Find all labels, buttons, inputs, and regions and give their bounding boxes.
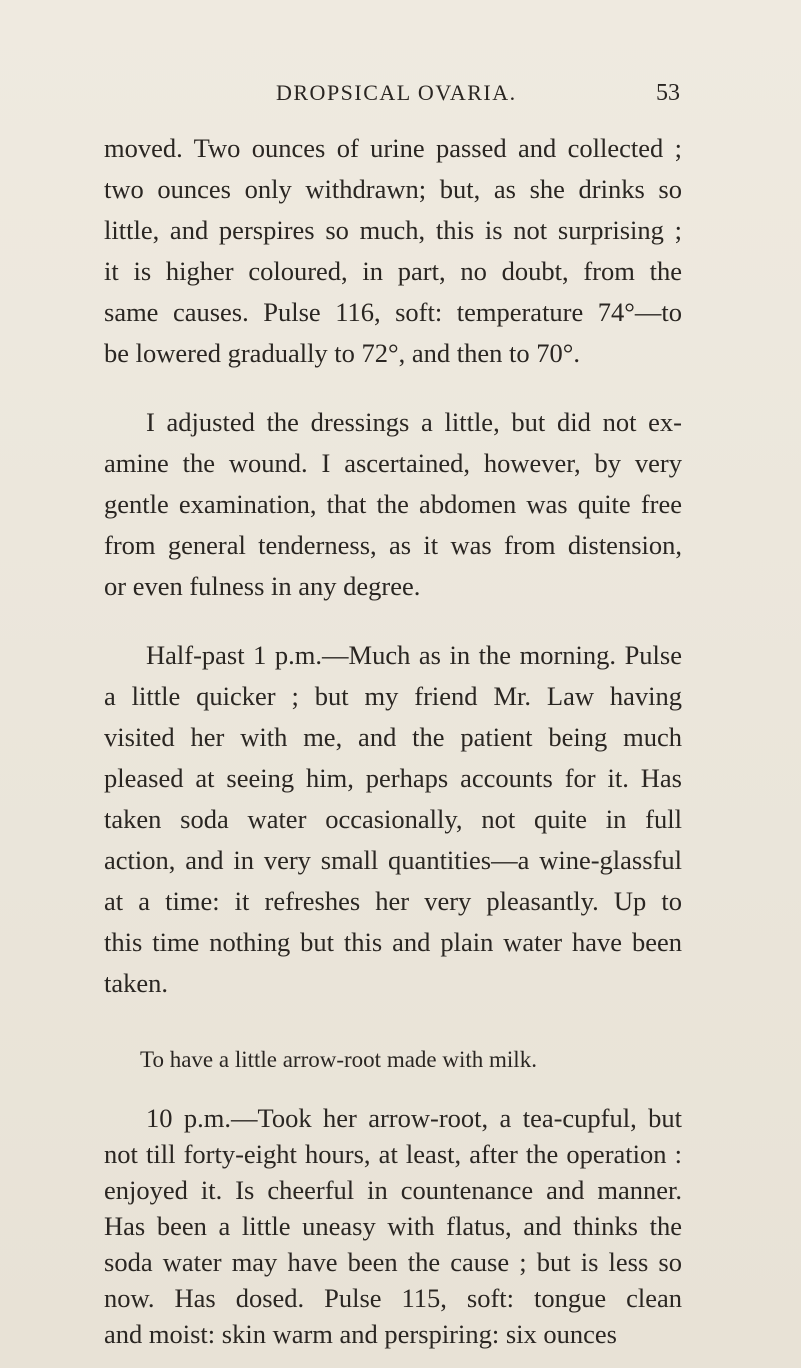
text-line: moved. Two ounces of urine passed and collected ; — [104, 133, 682, 163]
text-line: Half-past 1 p.m.—Much as in the morning. Pulse — [146, 640, 682, 670]
text-line: or even fulness in any degree. — [104, 571, 421, 601]
text-line: I adjusted the dressings a little, but did not ex- — [146, 407, 682, 437]
text-line: soda water may have been the cause ; but is less so — [104, 1247, 682, 1277]
running-head — [104, 80, 680, 112]
text-line: from general tenderness, as it was from distension, — [104, 530, 682, 560]
text-line: taken. — [104, 968, 169, 998]
text-line: amine the wound. I ascertained, however, by very — [104, 448, 682, 478]
text-line: same causes. Pulse 116, soft: temperature 74°—to — [104, 297, 682, 327]
text-line: a little quicker ; but my friend Mr. Law having — [104, 681, 682, 711]
text-line: it is higher coloured, in part, no doubt, from the — [104, 256, 682, 286]
text-line: taken soda water occasionally, not quite in full — [104, 804, 682, 834]
text-line: two ounces only withdrawn; but, as she drinks so — [104, 174, 682, 204]
text-line: not till forty-eight hours, at least, after the operation : — [104, 1139, 682, 1169]
text-line: visited her with me, and the patient being much — [104, 722, 682, 752]
text-line: 10 p.m.—Took her arrow-root, a tea-cupful, but — [146, 1103, 682, 1133]
text-line: Has been a little uneasy with flatus, and thinks the — [104, 1211, 682, 1241]
text-line: be lowered gradually to 72°, and then to 70°. — [104, 338, 580, 368]
running-head-title: DROPSICAL OVARIA. — [276, 80, 517, 105]
text-line: action, and in very small quantities—a wine-glassful — [104, 845, 682, 875]
text-line: now. Has dosed. Pulse 115, soft: tongue clean — [104, 1283, 682, 1313]
text-line: little, and perspires so much, this is not surprising ; — [104, 215, 682, 245]
text-line: at a time: it refreshes her very pleasantly. Up to — [104, 886, 682, 916]
text-line: this time nothing but this and plain water have been — [104, 927, 682, 957]
text-line: pleased at seeing him, perhaps accounts for it. Has — [104, 763, 682, 793]
note-line: To have a little arrow-root made with milk. — [140, 1047, 537, 1072]
text-line: gentle examination, that the abdomen was quite free — [104, 489, 682, 519]
page-number: 53 — [656, 80, 680, 106]
text-line: enjoyed it. Is cheerful in countenance and manner. — [104, 1175, 682, 1205]
text-line: and moist: skin warm and perspiring: six ounces — [104, 1319, 617, 1349]
